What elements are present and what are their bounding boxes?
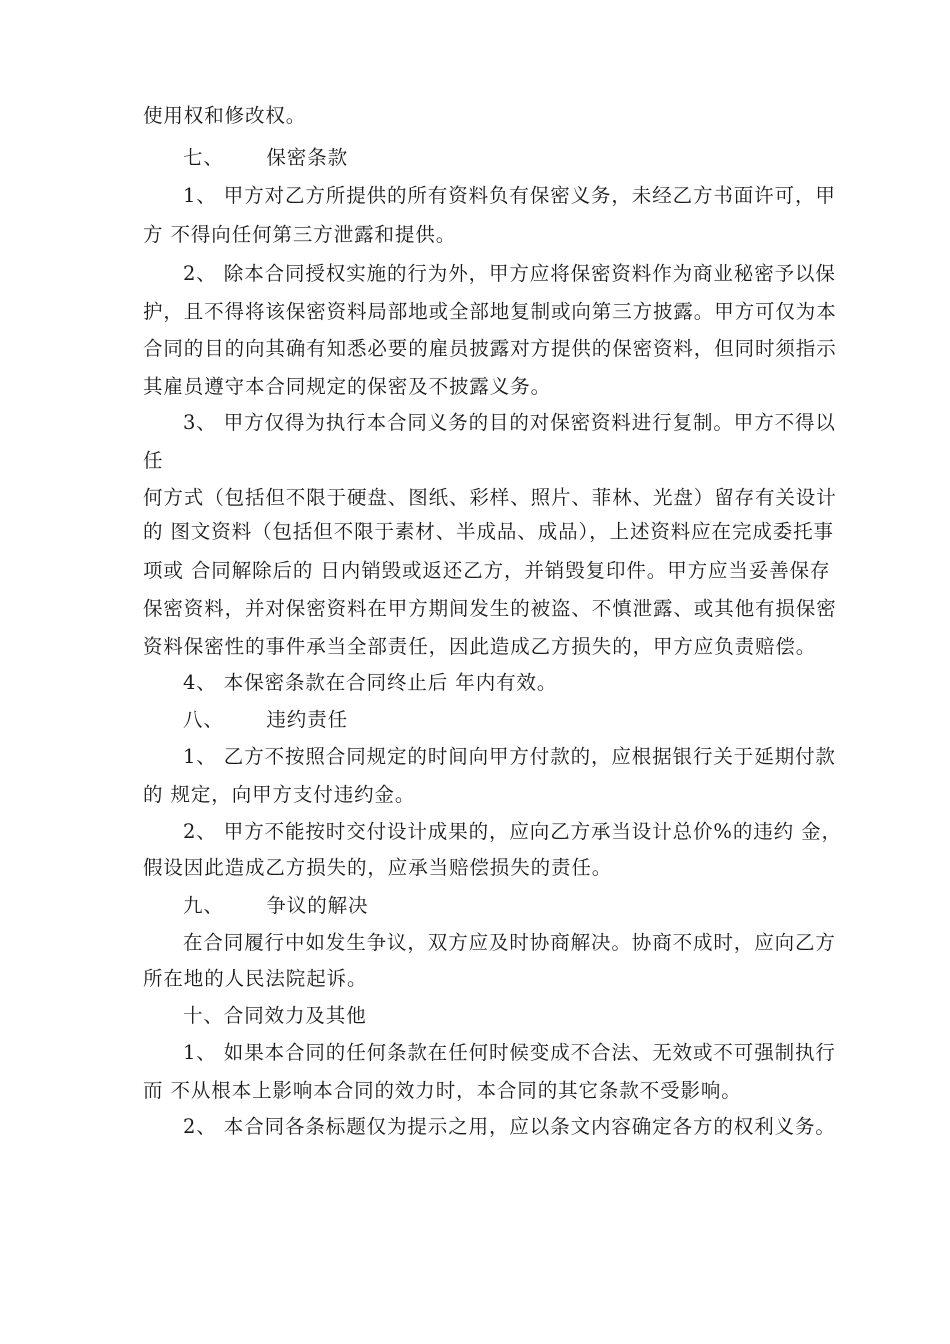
section-heading: 七、 保密条款 — [183, 146, 348, 169]
text-line: 方 不得向任何第三方泄露和提供。 — [143, 223, 457, 246]
text-line: 使用权和修改权。 — [143, 104, 307, 127]
text-line: 假设因此造成乙方损失的，应承当赔偿损失的责任。 — [143, 856, 613, 879]
text-line: 其雇员遵守本合同规定的保密及不披露义务。 — [143, 375, 552, 398]
text-line: 在合同履行中如发生争议，双方应及时协商解决。协商不成时，应向乙方 — [183, 931, 836, 954]
section-heading: 十、合同效力及其他 — [183, 1004, 367, 1027]
text-line: 合同的目的向其确有知悉必要的雇员披露对方提供的保密资料，但同时须指示 — [143, 337, 837, 360]
text-line: 任 — [143, 449, 164, 472]
text-line: 保密资料，并对保密资料在甲方期间发生的被盗、不慎泄露、或其他有损保密 — [143, 597, 837, 620]
section-heading: 九、 争议的解决 — [183, 894, 369, 917]
text-line: 1、 甲方对乙方所提供的所有资料负有保密义务，未经乙方书面许可，甲 — [183, 184, 836, 207]
text-line: 3、 甲方仅得为执行本合同义务的目的对保密资料进行复制。甲方不得以 — [183, 411, 836, 434]
text-line: 1、 乙方不按照合同规定的时间向甲方付款的，应根据银行关于延期付款 — [183, 745, 836, 768]
text-line: 2、 本合同各条标题仅为提示之用，应以条文内容确定各方的权利义务。 — [183, 1115, 836, 1138]
text-line: 1、 如果本合同的任何条款在任何时候变成不合法、无效或不可强制执行 — [183, 1041, 836, 1064]
text-line: 何方式（包括但不限于硬盘、图纸、彩样、照片、菲林、光盘）留存有关设计 — [143, 486, 837, 509]
text-line: 而 不从根本上影响本合同的效力时，本合同的其它条款不受影响。 — [143, 1079, 742, 1102]
text-line: 护，且不得将该保密资料局部地或全部地复制或向第三方披露。甲方可仅为本 — [143, 300, 837, 323]
text-line: 项或 合同解除后的 日内销毁或返还乙方，并销毁复印件。甲方应当妥善保存 — [143, 559, 831, 582]
text-line: 2、 甲方不能按时交付设计成果的，应向乙方承当设计总价%的违约 金， — [183, 820, 842, 843]
text-line: 的 规定，向甲方支付违约金。 — [143, 783, 416, 806]
text-line: 2、 除本合同授权实施的行为外，甲方应将保密资料作为商业秘密予以保 — [183, 262, 836, 285]
text-line: 的 图文资料（包括但不限于素材、半成品、成品），上述资料应在完成委托事 — [143, 520, 834, 543]
section-heading: 八、 违约责任 — [183, 708, 348, 731]
text-line: 资料保密性的事件承当全部责任，因此造成乙方损失的，甲方应负责赔偿。 — [143, 635, 817, 658]
text-line: 所在地的人民法院起诉。 — [143, 967, 368, 990]
text-line: 4、 本保密条款在合同终止后 年内有效。 — [183, 671, 558, 694]
